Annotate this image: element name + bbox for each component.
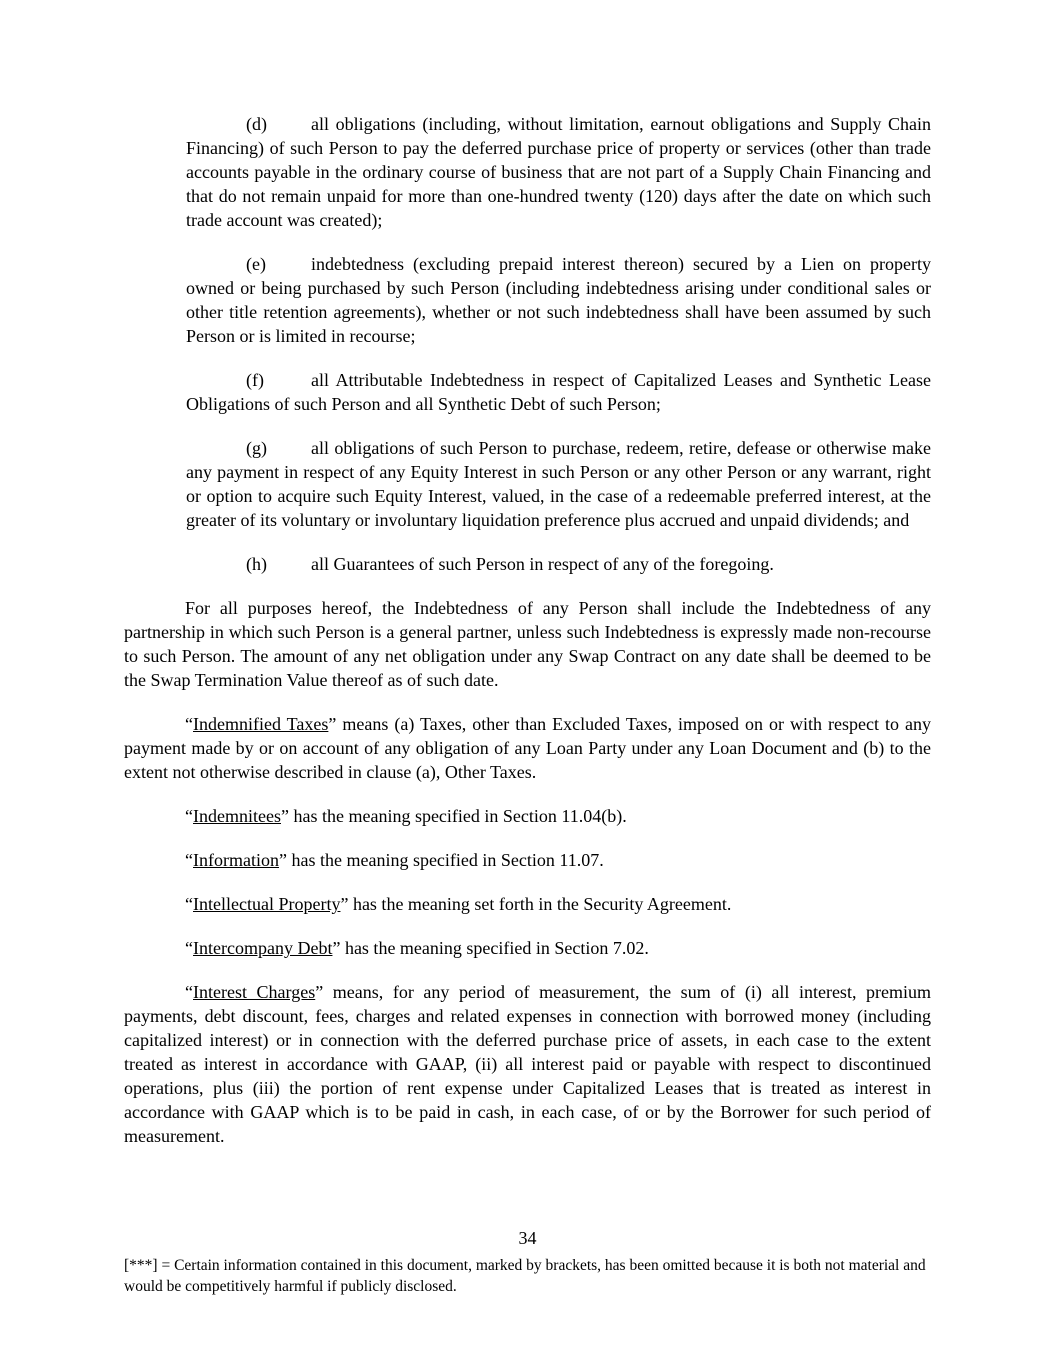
text-run: ” has the meaning specified in Section 11.04(b). [280, 806, 627, 826]
text-run: “ [185, 850, 193, 870]
text-run: all obligations of such Person to purchase, redeem, retire, defease or otherwise make any payment in respect of any Equity Interest in such Person or any other Person or any warrant, right or option to acquire such Equity Interest, valued, in the case of a redeemable preferred interest, at the greater of its voluntary or involuntary liquidation preference plus accrued and unpaid dividends; and [186, 438, 931, 530]
defined-term: Intellectual Property [193, 894, 341, 914]
definition-paragraph [124, 936, 931, 960]
definition-paragraph [124, 848, 931, 872]
definition-paragraph [124, 596, 931, 692]
list-item-label: (e) [246, 254, 266, 274]
text-run: “ [185, 714, 193, 734]
list-paragraph [186, 252, 931, 348]
page-number: 34 [518, 1228, 537, 1248]
text-run: “ [185, 982, 193, 1002]
text-run: “ [185, 806, 193, 826]
definition-paragraph [124, 892, 931, 916]
defined-term: Interest Charges [193, 982, 316, 1002]
text-run: For all purposes hereof, the Indebtedness of any Person shall include the Indebtedness of any partnership in which such Person is a general partner, unless such Indebtedness is expressly made non-recourse to such Person. The amount of any net obligation under any Swap Contract on any date shall be deemed to be the Swap Termination Value thereof as of such date. [124, 598, 931, 690]
text-run: ” means (a) Taxes, other than Excluded Taxes, imposed on or with respect to any payment made by or on account of any obligation of any Loan Party under any Loan Document and (b) to the extent not otherwise described in clause (a), Other Taxes. [124, 714, 931, 782]
text-run: ” has the meaning set forth in the Security Agreement. [340, 894, 732, 914]
text-run: indebtedness (excluding prepaid interest thereon) secured by a Lien on property owned or being purchased by such Person (including indebtedness arising under conditional sales or other title retention agreements), whether or not such indebtedness shall have been assumed by such Person or is limited in recourse; [186, 254, 931, 346]
definition-paragraph [124, 712, 931, 784]
list-paragraph [186, 112, 931, 232]
list-item-label: (g) [246, 438, 267, 458]
text-run: all obligations (including, without limitation, earnout obligations and Supply Chain Financing) of such Person to pay the deferred purchase price of property or services (other than trade accounts payable in the ordinary course of business that are not part of a Supply Chain Financing and that do not remain unpaid for more than one-hundred twenty (120) days after the date on which such trade account was created); [186, 114, 931, 230]
list-item-label: (h) [246, 554, 267, 574]
document-body [124, 112, 931, 1148]
text-run: “ [185, 938, 193, 958]
list-paragraph [186, 436, 931, 532]
definition-paragraph [124, 804, 931, 828]
definition-paragraph [124, 980, 931, 1148]
text-run: “ [185, 894, 193, 914]
text-run: ” means, for any period of measurement, the sum of (i) all interest, premium payments, debt discount, fees, charges and related expenses in connection with borrowed money (including capitalized interest) or in connection with the deferred purchase price of assets, in each case to the extent treated as interest in accordance with GAAP, (ii) all interest paid or payable with respect to discontinued operations, plus (iii) the portion of rent expense under Capitalized Leases that is treated as interest in accordance with GAAP which is to be paid in cash, in each case, of or by the Borrower for such period of measurement. [124, 982, 932, 1146]
defined-term: Information [193, 850, 279, 870]
text-run: ” has the meaning specified in Section 7.02. [332, 938, 649, 958]
list-item-label: (f) [246, 370, 264, 390]
list-item-label: (d) [246, 114, 267, 134]
list-paragraph [186, 552, 931, 576]
text-run: ” has the meaning specified in Section 11.07. [278, 850, 604, 870]
text-run: all Attributable Indebtedness in respect of Capitalized Leases and Synthetic Lease Obligations of such Person and all Synthetic Debt of such Person; [186, 370, 931, 414]
defined-term: Indemnified Taxes [193, 714, 329, 734]
footnote: [***] = Certain information contained in this document, marked by brackets, has been omitted because it is both not material and would be competitively harmful if publicly disclosed. [124, 1257, 926, 1295]
defined-term: Indemnitees [193, 806, 281, 826]
list-paragraph [186, 368, 931, 416]
text-run: all Guarantees of such Person in respect of any of the foregoing. [311, 554, 774, 574]
defined-term: Intercompany Debt [193, 938, 333, 958]
